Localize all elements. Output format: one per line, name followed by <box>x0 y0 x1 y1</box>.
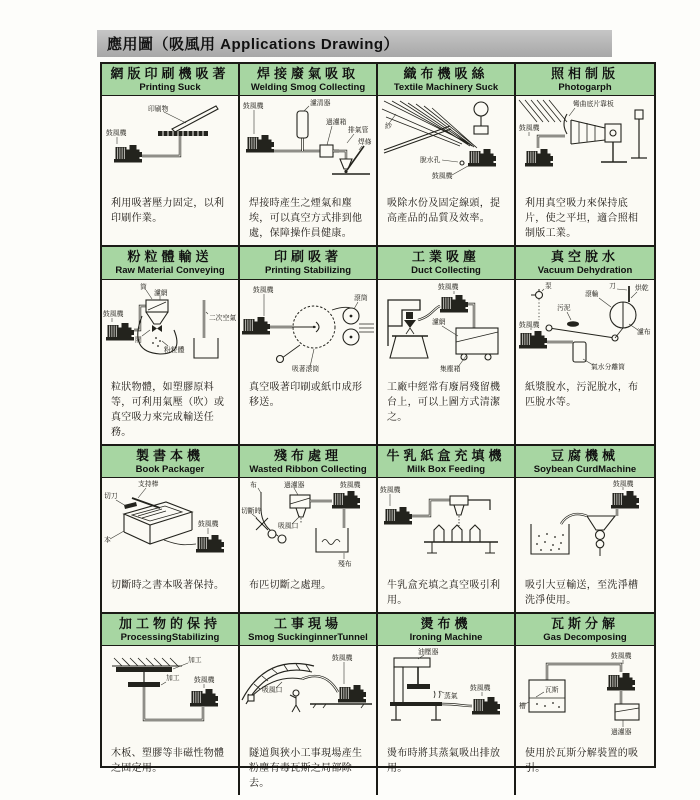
cell-caption: 工廠中經常有廢屑殘留機台上，可以上圖方式清潔之。 <box>387 381 501 423</box>
processing-stabilizing-diagram <box>102 646 238 741</box>
cell-header <box>102 446 238 478</box>
diagram-label: 鼓風機 <box>611 653 632 661</box>
cell-diagram <box>378 280 514 375</box>
cell-title-zh: 殘布處理 <box>273 447 342 463</box>
diagram-label: 鼓風機 <box>243 103 264 111</box>
welding-smog-diagram <box>240 96 376 191</box>
applications-table <box>100 62 656 790</box>
blower-icon <box>246 135 274 153</box>
cell-diagram <box>378 96 514 191</box>
cell-title-zh: 燙布機 <box>420 615 472 631</box>
blower-icon <box>611 491 639 509</box>
app-cell-milk-box <box>378 446 516 614</box>
diagram-label: 排氣管 <box>348 127 369 135</box>
cell-caption: 吸引大豆輸送，至洗淨槽洗淨使用。 <box>525 579 639 606</box>
diagram-label: 鼓風機 <box>340 481 361 489</box>
soybean-curd-diagram <box>516 478 654 573</box>
cell-title-zh: 加工物的保持 <box>118 615 221 631</box>
diagram-label: 粉粒體 <box>164 346 185 354</box>
cell-title-zh: 工事現場 <box>273 615 342 631</box>
app-cell-textile-suck <box>378 64 516 247</box>
milk-box-diagram <box>378 478 514 573</box>
diagram-label: 油壓器 <box>418 649 439 657</box>
printing-suck-diagram <box>102 96 238 191</box>
cell-header <box>378 64 514 96</box>
cell-header <box>240 247 376 279</box>
diagram-label: 焊條 <box>358 139 372 147</box>
app-cell-raw-material <box>102 247 240 445</box>
cell-caption: 木板、塑膠等非磁性物體之固定用。 <box>111 748 225 775</box>
cell-title-zh: 照相制版 <box>550 66 619 81</box>
cell-header <box>516 247 654 279</box>
cell-title-zh: 粉粒體輸送 <box>127 249 213 265</box>
cell-title-zh: 織布機吸絲 <box>403 66 489 81</box>
diagram-label: 槽 <box>519 703 526 711</box>
cell-diagram <box>516 478 654 573</box>
blower-icon <box>519 331 547 349</box>
diagram-label: 滾輪 <box>585 290 599 298</box>
diagram-label: 鼓風機 <box>438 283 459 291</box>
app-cell-welding-smog <box>240 64 378 247</box>
cell-diagram <box>516 646 654 741</box>
cell-caption: 粒狀物體，如塑膠原料等，可利用氣壓（吹）或真空吸力來完成輸送任務。 <box>111 381 225 438</box>
diagram-label: 紗 <box>385 123 392 131</box>
cell-header <box>102 64 238 96</box>
diagram-label: 鼓風機 <box>332 655 353 663</box>
cell-title-zh: 工業吸塵 <box>411 249 480 265</box>
printing-stabilizing-diagram <box>240 280 376 375</box>
cell-header <box>378 446 514 478</box>
cell-diagram <box>102 280 238 375</box>
cell-title-en: Printing Suck <box>139 81 201 93</box>
app-cell-ironing-machine <box>378 614 516 795</box>
diagram-label: 過濾箱 <box>326 119 347 127</box>
raw-material-diagram <box>102 280 238 375</box>
app-cell-wasted-ribbon <box>240 446 378 614</box>
cell-header <box>516 446 654 478</box>
cell-diagram <box>378 646 514 741</box>
diagram-label: 鼓風機 <box>519 125 540 133</box>
cell-title-zh: 印刷吸著 <box>273 249 342 265</box>
cell-header <box>516 64 654 96</box>
cell-caption: 利用吸著壓力固定，以利印刷作業。 <box>111 198 225 225</box>
blower-icon <box>607 673 635 691</box>
diagram-label: 集塵箱 <box>440 365 461 373</box>
cell-caption: 燙布時將其蒸氣吸出排放用。 <box>387 748 501 775</box>
blower-icon <box>384 507 412 525</box>
cell-header <box>102 614 238 646</box>
cell-title-en: Textile Machinery Suck <box>393 81 499 93</box>
diagram-label: 滾筒 <box>354 294 368 302</box>
photograph-diagram <box>516 96 654 191</box>
cell-title-en: Vacuum Dehydration <box>537 265 633 277</box>
blower-icon <box>242 317 270 335</box>
cell-caption: 紙漿脫水，污泥脫水，布匹脫水等。 <box>525 381 639 408</box>
cell-title-en: Wasted Ribbon Collecting <box>249 463 367 475</box>
cell-diagram <box>240 96 376 191</box>
diagram-label: 鼓風機 <box>519 321 540 329</box>
diagram-label: 蒸氣 <box>444 693 458 701</box>
cell-caption: 焊接時產生之煙氣和塵埃，可以真空方式排到他處，保障操作員健康。 <box>249 198 363 240</box>
cell-title-zh: 製書本機 <box>135 447 204 463</box>
cell-diagram <box>240 646 376 741</box>
blower-icon <box>114 145 142 163</box>
diagram-label: 鼓風機 <box>470 685 491 693</box>
cell-title-en: Duct Collecting <box>411 265 481 277</box>
blower-icon <box>525 149 553 167</box>
tunnel-smog-diagram <box>240 646 376 741</box>
diagram-label: 鼓風機 <box>380 486 401 494</box>
cell-title-en: Photogarph <box>558 81 612 93</box>
diagram-label: 鼓風機 <box>613 480 634 488</box>
app-cell-gas-decomposing <box>516 614 654 795</box>
app-cell-printing-stabilizing <box>240 247 378 445</box>
cell-title-en: ProcessingStabilizing <box>120 631 220 643</box>
cell-diagram <box>516 96 654 191</box>
cell-title-zh: 焊接廢氣吸取 <box>256 66 359 81</box>
cell-title-zh: 牛乳紙盒充填機 <box>386 447 506 463</box>
gas-decomposing-diagram <box>516 646 654 741</box>
diagram-label: 過濾器 <box>284 481 305 489</box>
vacuum-dehydration-diagram <box>516 280 654 375</box>
diagram-label: 泵 <box>545 282 552 290</box>
blower-icon <box>468 149 496 167</box>
book-packager-diagram <box>102 478 238 573</box>
blower-icon <box>196 535 224 553</box>
diagram-label: 支持棒 <box>138 480 159 488</box>
cell-title-zh: 瓦斯分解 <box>550 615 619 631</box>
ironing-machine-diagram <box>378 646 514 741</box>
diagram-label: 污泥 <box>557 304 571 312</box>
diagram-label: 氣水分離筒 <box>591 363 625 371</box>
cell-diagram <box>102 646 238 741</box>
diagram-label: 濾網 <box>432 318 446 326</box>
app-cell-duct-collecting <box>378 247 516 445</box>
diagram-label: 濾網 <box>154 289 168 297</box>
cell-title-en: Milk Box Feeding <box>406 463 486 475</box>
cell-header <box>240 446 376 478</box>
cell-header <box>102 247 238 279</box>
diagram-label: 加工 <box>188 657 202 665</box>
diagram-label: 切刀 <box>104 492 118 500</box>
cell-title-en: Soybean CurdMachine <box>533 463 637 475</box>
diagram-label: 吸著滾筒 <box>292 365 320 373</box>
diagram-label: 閥 <box>135 336 142 344</box>
blower-icon <box>106 323 134 341</box>
wasted-ribbon-diagram <box>240 478 376 573</box>
diagram-label: 加工 <box>166 675 180 683</box>
cell-diagram <box>102 96 238 191</box>
app-cell-processing-stabilizing <box>102 614 240 795</box>
diagram-label: 吸風口 <box>278 522 299 530</box>
diagram-label: 烘乾 <box>635 284 649 292</box>
app-cell-photograph <box>516 64 654 247</box>
diagram-label: 濾布 <box>637 328 651 336</box>
cell-caption: 切斷時之書本吸著保持。 <box>111 579 225 591</box>
cell-header <box>516 614 654 646</box>
app-cell-tunnel-smog <box>240 614 378 795</box>
diagram-label: 鼓風機 <box>432 173 453 181</box>
cell-header <box>240 614 376 646</box>
diagram-label: 二次空氣 <box>209 314 237 322</box>
diagram-label: 彎曲底片靠板 <box>573 101 614 109</box>
cell-title-en: Book Packager <box>135 463 205 475</box>
diagram-label: 刀 <box>609 282 616 290</box>
cell-header <box>378 614 514 646</box>
cell-title-en: Smog SuckinginnerTunnel <box>248 631 368 643</box>
cell-title-en: Welding Smog Collecting <box>250 81 366 93</box>
cell-caption: 隧道與狹小工事現場產生粉塵有毒瓦斯之局部除去。 <box>249 748 363 790</box>
diagram-label: 鼓風機 <box>198 520 219 528</box>
diagram-label: 布 <box>250 481 257 489</box>
diagram-label: 印刷物 <box>148 106 169 114</box>
cell-caption: 牛乳盒充填之真空吸引利用。 <box>387 579 501 606</box>
diagram-label: 濾清器 <box>310 100 331 108</box>
app-cell-book-packager <box>102 446 240 614</box>
cell-title-zh: 豆腐機械 <box>550 447 619 463</box>
diagram-label: 切斷時 <box>241 507 262 515</box>
diagram-label: 筒 <box>140 283 147 291</box>
cell-header <box>378 247 514 279</box>
cell-title-en: Ironing Machine <box>409 631 483 643</box>
diagram-label: 鼓風機 <box>194 677 215 685</box>
cell-diagram <box>240 280 376 375</box>
cell-title-en: Gas Decomposing <box>543 631 627 643</box>
cell-diagram <box>378 478 514 573</box>
app-cell-vacuum-dehydration <box>516 247 654 445</box>
diagram-label: 鼓風機 <box>103 310 124 318</box>
diagram-label: 脫水孔 <box>420 157 441 165</box>
cell-caption: 真空吸著印刷或紙巾成形移送。 <box>249 381 363 408</box>
cell-title-en: Printing Stabilizing <box>264 265 352 277</box>
blower-icon <box>472 697 500 715</box>
diagram-label: 本 <box>104 536 111 544</box>
diagram-label: 殘布 <box>338 560 352 568</box>
cell-header <box>240 64 376 96</box>
cell-title-zh: 真空脫水 <box>550 249 619 265</box>
diagram-label: 過濾器 <box>611 729 632 737</box>
blower-icon <box>332 491 360 509</box>
cell-diagram <box>240 478 376 573</box>
cell-caption: 利用真空吸力來保持底片，使之平坦，適合照相制版工業。 <box>525 198 639 240</box>
diagram-label: 瓦斯 <box>545 687 559 695</box>
cell-title-zh: 網版印刷機吸著 <box>110 66 230 81</box>
cell-diagram <box>516 280 654 375</box>
textile-diagram <box>378 96 514 191</box>
cell-caption: 吸除水份及固定線頭，提高產品的品質及效率。 <box>387 198 501 225</box>
cell-caption: 布匹切斷之處理。 <box>249 579 332 591</box>
diagram-label: 鼓風機 <box>106 130 127 138</box>
cell-caption: 使用於瓦斯分解裝置的吸引。 <box>525 748 639 775</box>
app-cell-printing-suck <box>102 64 240 247</box>
duct-collecting-diagram <box>378 280 514 375</box>
app-cell-soybean-curd <box>516 446 654 614</box>
page-title: 應用圖（吸風用 Applications Drawing） <box>97 30 612 57</box>
blower-icon <box>440 295 468 313</box>
blower-icon <box>190 689 218 707</box>
cell-title-en: Raw Material Conveying <box>115 265 225 277</box>
diagram-label: 鼓風機 <box>253 286 274 294</box>
blower-icon <box>338 685 366 703</box>
cell-diagram <box>102 478 238 573</box>
diagram-label: 吸風口 <box>262 687 283 695</box>
